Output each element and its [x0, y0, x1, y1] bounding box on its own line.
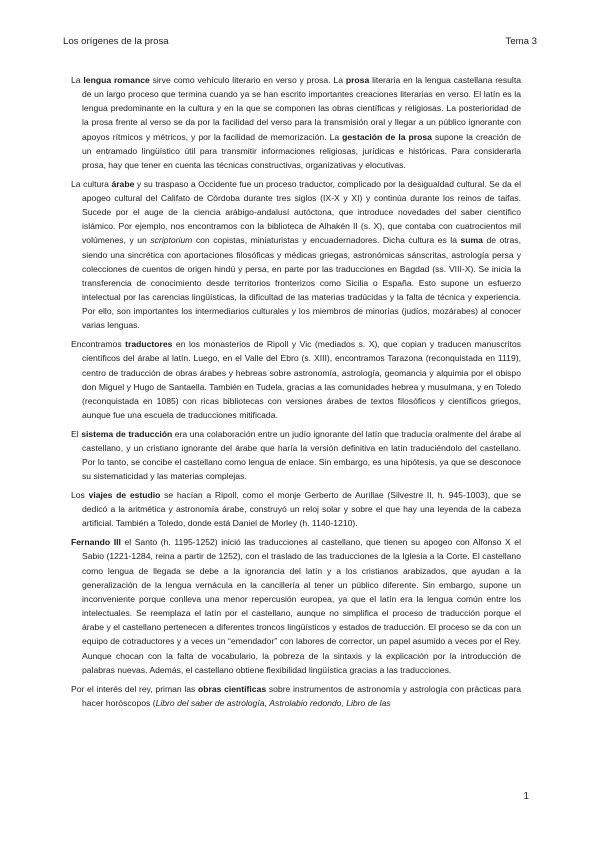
text-run: se hacían a Ripoll, como el monje Gerberto de Aurillae (Silvestre II, h. 945-1003), que se dedicó a la aritmética y astronomía árabe, construyó un reloj solar y sobre el que hay una leyenda de la cabeza artificial. También a Toledo, donde está Daniel de Morley (h. 1140-1210). — [82, 490, 521, 529]
paragraph-viajes-estudio — [71, 488, 521, 530]
bold-term: prosa — [345, 75, 370, 85]
paragraph-sistema-traduccion — [71, 427, 521, 484]
italic-title: Libro del saber de astrología — [155, 697, 265, 708]
document-body — [71, 73, 521, 798]
bold-term: suma — [460, 235, 483, 246]
text-run: Encontramos — [71, 339, 126, 350]
tema-label: Tema 3 — [505, 36, 537, 47]
text-run: El — [71, 428, 82, 439]
bold-term: Fernando III — [71, 537, 121, 548]
italic-title: Libro de las — [346, 697, 391, 708]
text-run: Por el interés del rey, priman las — [71, 683, 199, 694]
text-run: literaria en la lengua castellana resulta de un largo proceso que termina cuando ya se han escrito importantes creaciones literarias en verso. El latín es la lengua predominante en la cultura y en la que se componen las obras científicas y religiosas. La posterioridad de la prosa frente al verso se da por la facilidad del verso para la transmisión oral y llegar a un público ignorante con apoyos rítmicos y métricos, y por la facilidad de memorización. La — [82, 75, 521, 142]
text-run: , — [264, 697, 270, 708]
paragraph-fernando-iii — [71, 535, 521, 677]
bold-term: viajes de estudio — [88, 490, 161, 501]
italic-title: Astrolabio redondo — [269, 697, 342, 708]
text-run: Los — [71, 490, 89, 501]
document-title: Los orígenes de la prosa — [63, 36, 169, 47]
text-run: sobre instrumentos de astronomía y astrología con prácticas para hacer horóscopos ( — [82, 683, 521, 708]
bold-term: obras científicas — [198, 683, 267, 694]
paragraph-obras-cientificas — [71, 682, 521, 710]
bold-term: gestación de la prosa — [342, 131, 432, 142]
page-header — [63, 36, 537, 52]
text-run: el Santo (h. 1195-1252) inició las traducciones al castellano, que tienen su apogeo con Alfonso X el Sabio (1221-1284, reina a partir de 1252), con el traslado de las traducciones de la Iglesia a la Corte. El castellano como lengua de llegada se debe a la ignorancia del latín y a los cristianos arabizados, que ayudan a la generalización de la lengua vernácula en la cancillería al tener un público diferente. Sin embargo, supone un inconveniente porque conlleva una menor repercusión europea, ya que el latín era la lengua común entre los intelectuales. Se reemplaza el latín por el castellano, aunque no simplifica el proceso de traducción porque el árabe y el castellano pertenecen a diferentes troncos lingüísticos y estados de traducción. El proceso se da con un equipo de cotraductores y a veces un “emendador” con labores de corrector, un papel asumido a veces por el Rey. Aunque chocan con la falta de vocabulario, la pobreza de la sintaxis y la explicación por la introducción de palabras nuevas. Además, el castellano obtiene flexibilidad lingüística gracias a las traducciones. — [82, 537, 521, 675]
text-run: con copistas, miniaturistas y encuadernadores. Dicha cultura es la — [192, 235, 461, 246]
page-number: 1 — [523, 791, 529, 802]
text-run: La cultura — [71, 178, 112, 189]
italic-title: scriptorium — [150, 235, 193, 246]
paragraph-traductores — [71, 337, 521, 422]
text-run: en los monasterios de Ripoll y Vic (mediados s. X), que copian y traducen manuscritos científicos del árabe al latín. Luego, en el Valle del Ebro (s. XIII), encontramos Tarazona (reconquistada en 1119), centro de traducción de obras árabes y hebreas sobre astronomía, astrología, geomancia y alquimia por el obispo don Miguel y Hugo de Santaella. También en Tudela, gracias a las comunidades hebrea y musulmana, y en Toledo (reconquistada en 1085) con ricas bibliotecas con versiones árabes de textos filosóficos y científicos griegos, aunque fue una escuela de traducciones mitificada. — [82, 339, 521, 420]
text-run: sirve como vehículo literario en verso y prosa. La — [149, 75, 346, 85]
text-run: era una colaboración entre un judío ignorante del latín que traducía oralmente del árabe al castellano, y un cristiano ignorante del árabe que haría la versión definitiva en latín traduciéndolo del castellano. Por lo tanto, se concibe el castellano como lengua de enlace. Sin embargo, es una hipótesis, ya que se desconoce su sistematicidad y las materias complejas. — [82, 428, 521, 482]
bold-term: árabe — [111, 178, 135, 189]
text-run: supone la creación de un entramado lingüístico útil para transmitir informaciones religiosas, jurídicas e históricas. Para considerarla prosa, hay que tener en cuenta las técnicas constructivas, organizativas y elocutivas. — [82, 131, 521, 170]
bold-term: sistema de traducción — [81, 428, 173, 439]
text-run: , — [341, 697, 347, 708]
paragraph-lengua-romance — [71, 73, 521, 172]
text-run: La — [71, 75, 84, 85]
paragraph-cultura-arabe — [71, 177, 521, 333]
text-run: y su traspaso a Occidente fue un proceso traductor, complicado por la desigualdad cultural. Se da el apogeo cultural del Califato de Córdoba durante tres siglos (IX-X y XI) y continúa durante los reinos de taifas. Sucede por el auge de la ciencia arábigo-andalusí autóctona, que introduce novedades del saber científico islámico. Por ejemplo, nos encontramos con la biblioteca de Alhakén II (s. X), que contaba con cuatrocientos mil volúmenes, y un — [82, 178, 521, 246]
text-run: de otras, siendo una sincrética con aportaciones filosóficas y médicas griegas, astronómicas sánscritas, astrología persa y colecciones de cuentos de origen hindú y persa, en parte por las traducciones en Bagdad (ss. VIII-X). Se inicia la transferencia de conocimiento desde territorios fronterizos como Sicilia o España. Esto supone un esfuerzo intelectual por las carencias lingüísticas, la dificultad de las materias tradúcidas y la falta de técnica y experiencia. Por ello, son importantes los intermediarios culturales y los miembros de minorías (judíos, mozárabes) al conocer varias lenguas. — [82, 235, 521, 331]
bold-term: traductores — [125, 339, 173, 350]
bold-term: lengua romance — [83, 75, 150, 85]
